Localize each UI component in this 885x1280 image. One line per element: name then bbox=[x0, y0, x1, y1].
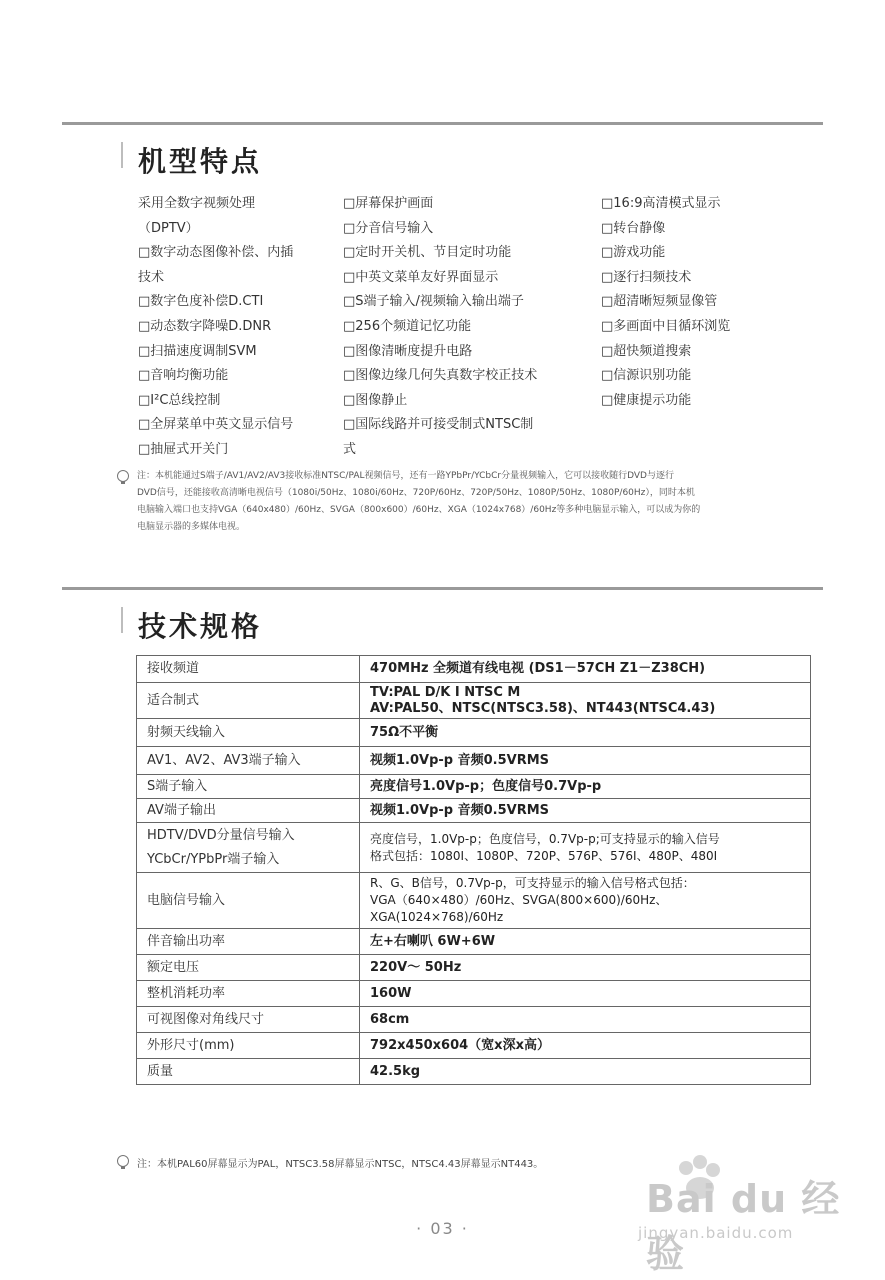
spec-row bbox=[137, 799, 811, 823]
features-title: 机型特点 bbox=[138, 145, 263, 178]
spec-row bbox=[137, 929, 811, 955]
features-col-2 bbox=[343, 192, 537, 463]
spec-row bbox=[137, 1007, 811, 1033]
spec-row bbox=[137, 656, 811, 683]
note-line: DVD信号，还能接收高清晰电视信号（1080i/50Hz、1080i/60Hz、720P/60Hz、720P/50Hz、1080P/50Hz、1080P/60Hz），同时本机 bbox=[137, 488, 695, 498]
spec-value-line: XGA(1024×768)/60Hz bbox=[370, 910, 504, 924]
note-line: 注：本机能通过S端子/AV1/AV2/AV3接收标准NTSC/PAL视频信号，还有一路YPbPr/YCbCr分量视频输入，它可以接收随行DVD与逐行 bbox=[137, 471, 674, 481]
spec-label bbox=[137, 656, 360, 683]
spec-label bbox=[137, 747, 360, 775]
spec-value-line: 亮度信号1.0Vp-p；色度信号0.7Vp-p bbox=[370, 778, 602, 794]
title-tick bbox=[121, 607, 123, 633]
feature-item: □图像边缘几何失真数字校正技术 bbox=[343, 368, 538, 384]
lightbulb-icon bbox=[117, 1155, 129, 1167]
watermark-url: jingyan.baidu.com bbox=[638, 1224, 794, 1242]
spec-row bbox=[137, 747, 811, 775]
features-note bbox=[137, 468, 700, 536]
spec-value-line: R、G、B信号，0.7Vp-p，可支持显示的输入信号格式包括： bbox=[370, 876, 695, 890]
spec-label bbox=[137, 799, 360, 823]
spec-value bbox=[360, 873, 811, 929]
spec-label-line: 额定电压 bbox=[147, 959, 200, 975]
spec-value bbox=[360, 799, 811, 823]
spec-label bbox=[137, 775, 360, 799]
spec-value bbox=[360, 656, 811, 683]
spec-label-line: 电脑信号输入 bbox=[147, 892, 226, 908]
feature-item: □全屏菜单中英文显示信号 bbox=[138, 417, 294, 433]
features-col-1 bbox=[138, 192, 293, 463]
spec-label-line: 适合制式 bbox=[147, 692, 200, 708]
spec-value bbox=[360, 1007, 811, 1033]
spec-label-line: 接收频道 bbox=[147, 661, 200, 676]
feature-item: □抽屉式开关门 bbox=[138, 441, 229, 457]
feature-item: □动态数字降噪D.DNR bbox=[138, 318, 272, 334]
feature-item: □I²C总线控制 bbox=[138, 392, 221, 408]
feature-item: □中英文菜单友好界面显示 bbox=[343, 269, 499, 285]
spec-row bbox=[137, 1033, 811, 1059]
specs-title: 技术规格 bbox=[138, 610, 263, 643]
spec-row bbox=[137, 719, 811, 747]
feature-item: □图像静止 bbox=[343, 392, 408, 408]
spec-label bbox=[137, 1007, 360, 1033]
spec-label bbox=[137, 719, 360, 747]
feature-item: 式 bbox=[343, 441, 357, 457]
spec-value bbox=[360, 747, 811, 775]
spec-value-line: 视频1.0Vp-p 音频0.5VRMS bbox=[370, 802, 550, 818]
watermark-brand: Bai du 经验 bbox=[646, 1177, 841, 1276]
feature-item: □数字动态图像补偿、内插 bbox=[138, 245, 294, 261]
spec-value bbox=[360, 683, 811, 719]
spec-row bbox=[137, 683, 811, 719]
spec-row bbox=[137, 955, 811, 981]
spec-label bbox=[137, 1059, 360, 1085]
spec-value-line: 格式包括：1080I、1080P、720P、576P、576I、480P、480I bbox=[370, 848, 718, 863]
feature-item: （DPTV） bbox=[138, 220, 199, 236]
section-rule bbox=[62, 587, 823, 590]
feature-item: □S端子输入/视频输入输出端子 bbox=[343, 294, 524, 310]
spec-value-line: 75Ω不平衡 bbox=[370, 724, 439, 740]
feature-item: □分音信号输入 bbox=[343, 220, 434, 236]
spec-row bbox=[137, 981, 811, 1007]
feature-item: □信源识别功能 bbox=[601, 368, 692, 384]
spec-label bbox=[137, 981, 360, 1007]
note-line: 电脑显示器的多媒体电视。 bbox=[137, 522, 246, 532]
spec-label-line: AV端子输出 bbox=[147, 802, 216, 818]
spec-label-line: AV1、AV2、AV3端子输入 bbox=[147, 752, 301, 768]
spec-table bbox=[136, 655, 811, 1085]
spec-row bbox=[137, 823, 811, 873]
spec-value-line: AV:PAL50、NTSC(NTSC3.58)、NT443(NTSC4.43) bbox=[370, 700, 716, 716]
spec-value-line: 视频1.0Vp-p 音频0.5VRMS bbox=[370, 752, 550, 768]
spec-value-line: 亮度信号，1.0Vp-p；色度信号，0.7Vp-p;可支持显示的输入信号 bbox=[370, 831, 720, 846]
spec-label bbox=[137, 1033, 360, 1059]
feature-item: □屏幕保护画面 bbox=[343, 196, 434, 211]
feature-item: □256个频道记忆功能 bbox=[343, 318, 472, 334]
spec-label-line: 整机消耗功率 bbox=[147, 985, 226, 1001]
page-number: · 03 · bbox=[416, 1219, 469, 1238]
spec-row bbox=[137, 1059, 811, 1085]
spec-value-line: 68cm bbox=[370, 1011, 410, 1027]
features-col-3 bbox=[601, 192, 730, 413]
spec-value-line: 160W bbox=[370, 985, 412, 1001]
spec-value-line: 42.5kg bbox=[370, 1063, 421, 1079]
spec-value-line: 792x450x604（宽x深x高） bbox=[370, 1037, 550, 1053]
feature-item: □多画面中目循环浏览 bbox=[601, 318, 731, 334]
spec-label bbox=[137, 955, 360, 981]
spec-label-line: 质量 bbox=[147, 1063, 174, 1079]
spec-value bbox=[360, 955, 811, 981]
spec-label-line: HDTV/DVD分量信号输入 bbox=[147, 827, 295, 843]
spec-label-line: 可视图像对角线尺寸 bbox=[147, 1011, 265, 1027]
spec-label-line: S端子输入 bbox=[147, 778, 208, 794]
spec-value bbox=[360, 981, 811, 1007]
spec-row bbox=[137, 775, 811, 799]
title-tick bbox=[121, 142, 123, 168]
spec-value-line: 左+右喇叭 6W+6W bbox=[370, 933, 496, 949]
lightbulb-icon bbox=[117, 470, 129, 482]
spec-value bbox=[360, 1059, 811, 1085]
spec-label bbox=[137, 873, 360, 929]
spec-label-line: 伴音输出功率 bbox=[147, 933, 226, 949]
feature-item: □定时开关机、节目定时功能 bbox=[343, 245, 512, 261]
spec-label bbox=[137, 823, 360, 873]
feature-item: □16:9高清模式显示 bbox=[601, 196, 721, 211]
feature-item: □音响均衡功能 bbox=[138, 368, 229, 384]
top-rule bbox=[62, 122, 823, 125]
watermark bbox=[628, 1150, 858, 1276]
feature-item: □图像清晰度提升电路 bbox=[343, 343, 473, 359]
feature-item: □超快频道搜索 bbox=[601, 343, 692, 359]
feature-item: □国际线路并可接受制式NTSC制 bbox=[343, 417, 534, 433]
spec-value bbox=[360, 929, 811, 955]
spec-value-line: TV:PAL D/K I NTSC M bbox=[370, 684, 521, 700]
specs-footnote: 注：本机PAL60屏幕显示为PAL，NTSC3.58屏幕显示NTSC，NTSC4.43屏幕显示NT443。 bbox=[137, 1159, 544, 1170]
spec-value bbox=[360, 775, 811, 799]
spec-label bbox=[137, 929, 360, 955]
feature-item: 技术 bbox=[138, 269, 165, 285]
feature-item: □游戏功能 bbox=[601, 245, 666, 261]
spec-value-line: VGA（640×480）/60Hz、SVGA(800×600)/60Hz、 bbox=[370, 893, 668, 907]
spec-label-line: YCbCr/YPbPr端子输入 bbox=[147, 851, 280, 867]
feature-item: 采用全数字视频处理 bbox=[138, 196, 256, 211]
feature-item: □扫描速度调制SVM bbox=[138, 343, 257, 359]
spec-row bbox=[137, 873, 811, 929]
spec-value bbox=[360, 823, 811, 873]
spec-value bbox=[360, 719, 811, 747]
spec-label-line: 射频天线输入 bbox=[147, 724, 226, 740]
note-line: 电脑输入端口也支持VGA（640x480）/60Hz、SVGA（800x600）/60Hz、XGA（1024x768）/60Hz等多种电脑显示输入，可以成为你的 bbox=[137, 505, 701, 515]
feature-item: □数字色度补偿D.CTI bbox=[138, 294, 264, 310]
feature-item: □逐行扫频技术 bbox=[601, 269, 692, 285]
spec-label-line: 外形尺寸(mm) bbox=[147, 1037, 235, 1053]
spec-value-line: 220V～ 50Hz bbox=[370, 959, 462, 975]
spec-value-line: 470MHz 全频道有线电视 (DS1－57CH Z1－Z38CH) bbox=[370, 661, 706, 676]
spec-label bbox=[137, 683, 360, 719]
feature-item: □转台静像 bbox=[601, 220, 666, 236]
spec-value bbox=[360, 1033, 811, 1059]
feature-item: □超清晰短频显像管 bbox=[601, 294, 718, 310]
feature-item: □健康提示功能 bbox=[601, 392, 692, 408]
